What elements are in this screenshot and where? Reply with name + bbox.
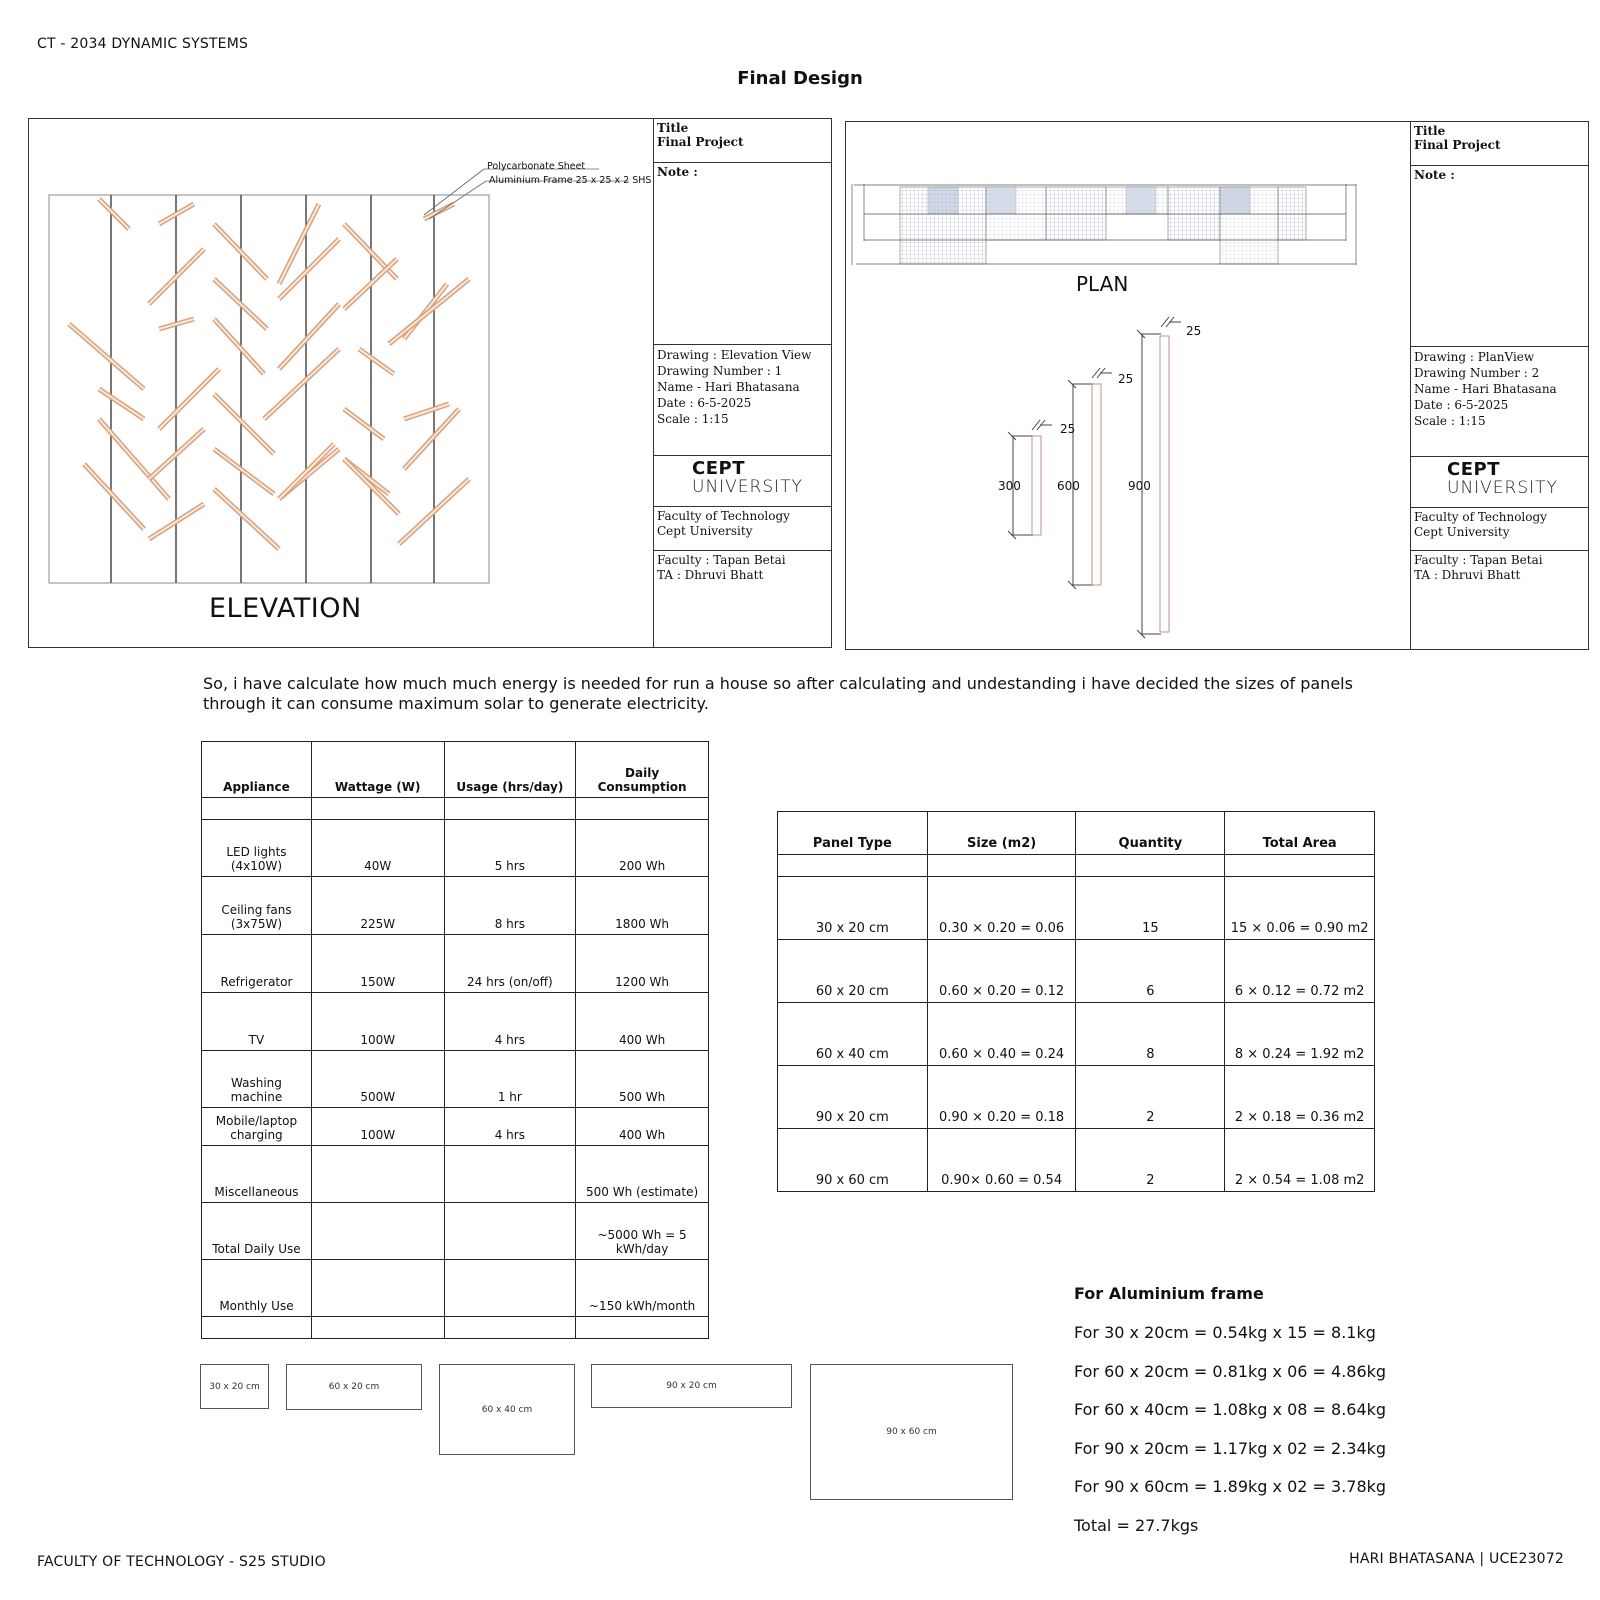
dim-300: 300 <box>998 479 1021 493</box>
panel-stick-highlight <box>344 409 384 439</box>
tb-ta: TA : Dhruvi Bhatt <box>1414 568 1521 582</box>
energy-cell: Ceiling fans (3x75W) <box>202 877 312 935</box>
aluminium-line-4: For 90 x 20cm = 1.17kg x 02 = 2.34kg <box>1074 1439 1387 1458</box>
table-row <box>202 877 709 935</box>
table-row <box>202 993 709 1051</box>
energy-table <box>201 741 709 1339</box>
energy-cell <box>311 1203 444 1260</box>
energy-cell: 500 Wh <box>576 1051 709 1108</box>
energy-cell <box>311 1146 444 1203</box>
logo-cept: CEPT <box>1447 459 1500 480</box>
energy-cell: 8 hrs <box>444 877 576 935</box>
logo-university: UNIVERSITY <box>692 477 803 497</box>
panel-stick-highlight <box>159 369 219 429</box>
tb-number: Drawing Number : 2 <box>1414 366 1540 380</box>
dim-25-a: 25 <box>1186 324 1202 338</box>
dim-25-c: 25 <box>1060 422 1076 436</box>
panel-box-30x20: 30 x 20 cm <box>200 1364 269 1409</box>
panel-cell: 90 x 20 cm <box>778 1066 928 1129</box>
tb-cept-univ: Cept University <box>1414 525 1510 539</box>
panel-cell: 0.60 × 0.20 = 0.12 <box>927 940 1076 1003</box>
panel-stick-highlight <box>214 449 274 494</box>
tb-faculty-tech: Faculty of Technology <box>1414 510 1547 524</box>
energy-cell: 4 hrs <box>444 1108 576 1146</box>
table-row <box>202 1108 709 1146</box>
panel-stick-highlight <box>214 489 279 549</box>
energy-cell: ~5000 Wh = 5 kWh/day <box>576 1203 709 1260</box>
panel-table <box>777 811 1375 1192</box>
plan-label: PLAN <box>1076 272 1129 296</box>
energy-cell: 4 hrs <box>444 993 576 1051</box>
tb-title-label: Title <box>1414 124 1446 138</box>
panel-cell: 90 x 60 cm <box>778 1129 928 1192</box>
table-row <box>778 1003 1375 1066</box>
tb-scale: Scale : 1:15 <box>657 412 729 426</box>
panel-cell: 2 <box>1076 1129 1225 1192</box>
table-row <box>202 1203 709 1260</box>
energy-cell <box>311 1260 444 1317</box>
energy-cell: ~150 kWh/month <box>576 1260 709 1317</box>
footer-left: FACULTY OF TECHNOLOGY - S25 STUDIO <box>37 1554 326 1570</box>
energy-cell: 1800 Wh <box>576 877 709 935</box>
panel-box-90x60: 90 x 60 cm <box>810 1364 1013 1500</box>
energy-cell: 1 hr <box>444 1051 576 1108</box>
tb-date: Date : 6-5-2025 <box>1414 398 1509 412</box>
aluminium-line-2: For 60 x 20cm = 0.81kg x 06 = 4.86kg <box>1074 1362 1387 1381</box>
callout-aluminium-frame: Aluminium Frame 25 x 25 x 2 SHS <box>489 175 652 186</box>
panel-cell: 6 <box>1076 940 1225 1003</box>
panel-cell: 2 <box>1076 1066 1225 1129</box>
dim-25-b: 25 <box>1118 372 1134 386</box>
table-row <box>202 1260 709 1317</box>
aluminium-line-1: For 30 x 20cm = 0.54kg x 15 = 8.1kg <box>1074 1323 1376 1342</box>
energy-cell: Washing machine <box>202 1051 312 1108</box>
table-row <box>778 1129 1375 1192</box>
energy-cell: 150W <box>311 935 444 993</box>
logo-cept: CEPT <box>692 458 745 479</box>
tb-scale: Scale : 1:15 <box>1414 414 1486 428</box>
tb-title-label: Title <box>657 121 689 135</box>
logo-university: UNIVERSITY <box>1447 478 1558 498</box>
panel-cell: 2 × 0.18 = 0.36 m2 <box>1225 1066 1375 1129</box>
panel-cell: 15 <box>1076 877 1225 940</box>
energy-cell: LED lights (4x10W) <box>202 820 312 877</box>
dim-600: 600 <box>1057 479 1080 493</box>
energy-cell: 200 Wh <box>576 820 709 877</box>
energy-cell: Total Daily Use <box>202 1203 312 1260</box>
tb-faculty-tech: Faculty of Technology <box>657 509 790 523</box>
panel-stick-highlight <box>99 199 129 229</box>
panel-cell: 30 x 20 cm <box>778 877 928 940</box>
panel-stick-highlight <box>99 419 169 499</box>
panel-stick-highlight <box>214 394 274 454</box>
energy-cell <box>444 1146 576 1203</box>
title-block <box>653 119 831 647</box>
panel-stick-highlight <box>279 204 319 284</box>
energy-cell: Miscellaneous <box>202 1146 312 1203</box>
energy-cell: 225W <box>311 877 444 935</box>
tb-faculty: Faculty : Tapan Betai <box>1414 553 1543 567</box>
tb-note: Note : <box>1414 168 1455 182</box>
tb-note: Note : <box>657 165 698 179</box>
energy-cell: 500W <box>311 1051 444 1108</box>
energy-header: Daily Consumption <box>576 742 709 798</box>
table-row <box>202 820 709 877</box>
table-row <box>202 1051 709 1108</box>
energy-cell: 40W <box>311 820 444 877</box>
table-row <box>778 940 1375 1003</box>
panel-stick-highlight <box>389 279 469 344</box>
table-row <box>202 1146 709 1203</box>
energy-cell <box>444 1203 576 1260</box>
table-row <box>778 1066 1375 1129</box>
energy-cell: 100W <box>311 1108 444 1146</box>
page-title: Final Design <box>737 68 863 89</box>
energy-cell: 5 hrs <box>444 820 576 877</box>
panel-box-90x20: 90 x 20 cm <box>591 1364 792 1408</box>
panel-stick-highlight <box>84 464 144 529</box>
description-paragraph: So, i have calculate how much much energy is needed for run a house so after calculating and undestanding i have decided the sizes of panels through it can consume maximum solar to generate electricity. <box>203 674 1353 713</box>
energy-cell: TV <box>202 993 312 1051</box>
footer-right: HARI BHATASANA | UCE23072 <box>1349 1551 1564 1567</box>
energy-header: Appliance <box>202 742 312 798</box>
aluminium-heading: For Aluminium frame <box>1074 1284 1264 1303</box>
panel-header: Panel Type <box>778 812 928 855</box>
panel-stick-highlight <box>99 389 144 419</box>
panel-stick-highlight <box>359 349 394 374</box>
elevation-drawing <box>29 119 654 647</box>
energy-header: Usage (hrs/day) <box>444 742 576 798</box>
tb-name: Name - Hari Bhatasana <box>1414 382 1557 396</box>
panel-box-60x40: 60 x 40 cm <box>439 1364 575 1455</box>
tb-drawing: Drawing : PlanView <box>1414 350 1535 364</box>
table-row <box>778 877 1375 940</box>
course-code: CT - 2034 DYNAMIC SYSTEMS <box>37 36 249 52</box>
energy-cell: 400 Wh <box>576 1108 709 1146</box>
panel-stick-highlight <box>264 349 339 419</box>
panel-stick-highlight <box>69 324 144 389</box>
aluminium-line-3: For 60 x 40cm = 1.08kg x 08 = 8.64kg <box>1074 1400 1387 1419</box>
elevation-label: ELEVATION <box>209 593 362 624</box>
tb-number: Drawing Number : 1 <box>657 364 783 378</box>
panel-cell: 6 × 0.12 = 0.72 m2 <box>1225 940 1375 1003</box>
panel-header: Size (m2) <box>927 812 1076 855</box>
panel-header: Total Area <box>1225 812 1375 855</box>
panel-cell: 8 <box>1076 1003 1225 1066</box>
energy-cell: 400 Wh <box>576 993 709 1051</box>
panel-stick-highlight <box>404 404 449 419</box>
panel-stick-highlight <box>214 319 264 374</box>
panel-cell: 2 × 0.54 = 1.08 m2 <box>1225 1129 1375 1192</box>
panel-cell: 8 × 0.24 = 1.92 m2 <box>1225 1003 1375 1066</box>
aluminium-line-5: For 90 x 60cm = 1.89kg x 02 = 3.78kg <box>1074 1477 1387 1496</box>
title-block-2 <box>1410 122 1588 649</box>
energy-cell: 1200 Wh <box>576 935 709 993</box>
plan-sheet <box>845 121 1589 650</box>
tb-date: Date : 6-5-2025 <box>657 396 752 410</box>
panel-cell: 15 × 0.06 = 0.90 m2 <box>1225 877 1375 940</box>
energy-cell: 100W <box>311 993 444 1051</box>
energy-cell: Mobile/laptop charging <box>202 1108 312 1146</box>
elevation-sheet <box>28 118 832 648</box>
panel-cell: 0.90 × 0.20 = 0.18 <box>927 1066 1076 1129</box>
tb-cept-univ: Cept University <box>657 524 753 538</box>
tb-faculty: Faculty : Tapan Betai <box>657 553 786 567</box>
aluminium-total: Total = 27.7kgs <box>1074 1516 1199 1535</box>
panel-cell: 0.60 × 0.40 = 0.24 <box>927 1003 1076 1066</box>
energy-header: Wattage (W) <box>311 742 444 798</box>
energy-cell: 500 Wh (estimate) <box>576 1146 709 1203</box>
panel-cell: 60 x 20 cm <box>778 940 928 1003</box>
panel-cell: 0.90× 0.60 = 0.54 <box>927 1129 1076 1192</box>
energy-cell: 24 hrs (on/off) <box>444 935 576 993</box>
panel-box-60x20: 60 x 20 cm <box>286 1364 422 1410</box>
dim-900: 900 <box>1128 479 1151 493</box>
callout-polycarbonate: Polycarbonate Sheet <box>487 161 586 172</box>
table-row <box>202 935 709 993</box>
panel-cell: 60 x 40 cm <box>778 1003 928 1066</box>
tb-ta: TA : Dhruvi Bhatt <box>657 568 764 582</box>
energy-cell: Monthly Use <box>202 1260 312 1317</box>
tb-drawing: Drawing : Elevation View <box>657 348 812 362</box>
tb-title: Final Project <box>657 135 744 149</box>
energy-cell <box>444 1260 576 1317</box>
panel-header: Quantity <box>1076 812 1225 855</box>
energy-cell: Refrigerator <box>202 935 312 993</box>
tb-name: Name - Hari Bhatasana <box>657 380 800 394</box>
tb-title: Final Project <box>1414 138 1501 152</box>
panel-cell: 0.30 × 0.20 = 0.06 <box>927 877 1076 940</box>
